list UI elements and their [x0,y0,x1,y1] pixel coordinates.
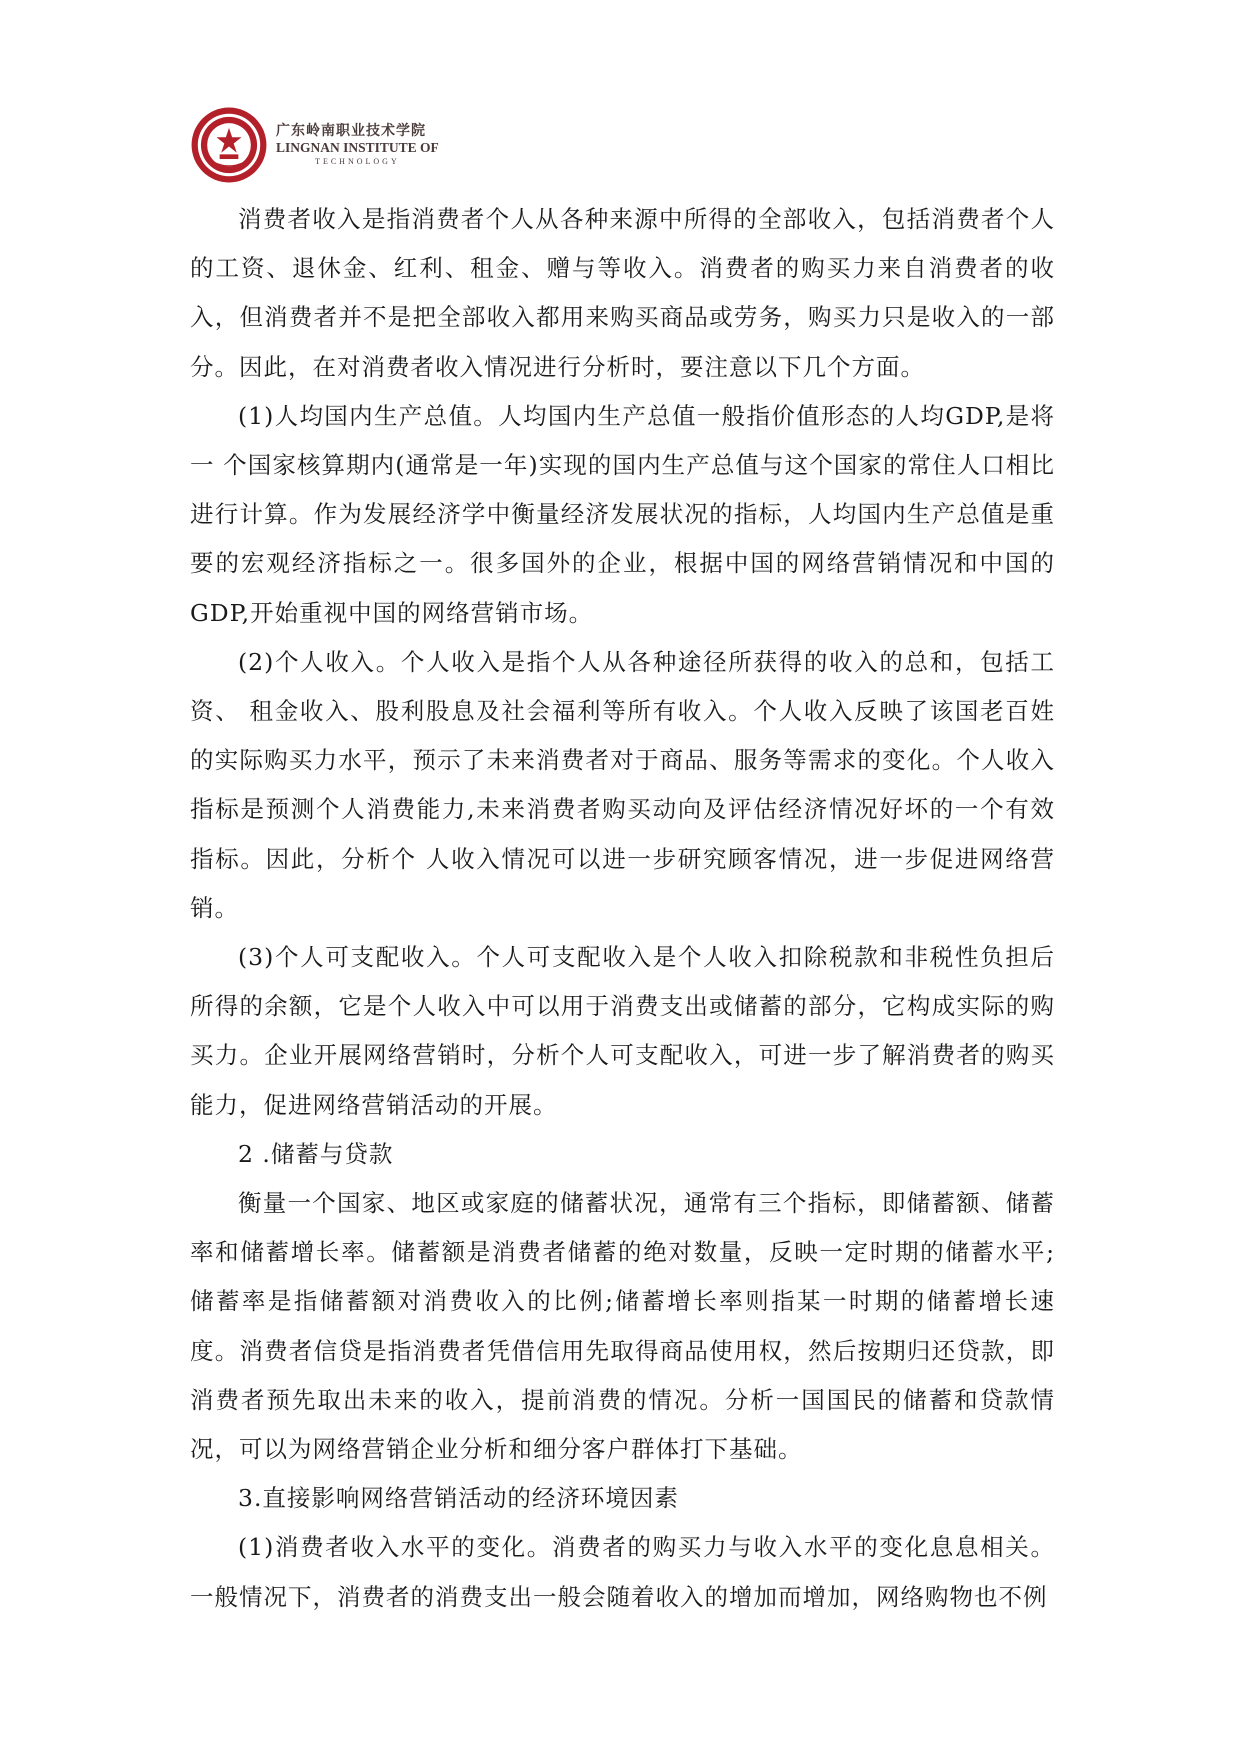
document-body [190,195,1055,1622]
heading-savings-loans: 2 .储蓄与贷款 [238,1139,394,1168]
school-name-en-line2: TECHNOLOGY [315,157,400,166]
paragraph-per-capita-gdp: (1)人均国内生产总值。人均国内生产总值一般指价值形态的人均GDP,是将一 个国家核算期内(通常是一年)实现的国内生产总值与这个国家的常住人口相比进行计算。作为发展经济学中衡量经济发展状况的指标，人均国内生产总值是重要的宏观经济指标之一。很多国外的企业，根据中国的网络营销情况和中国的GDP,开始重视中国的网络营销市场。 [190,401,1055,627]
paragraph-savings: 衡量一个国家、地区或家庭的储蓄状况，通常有三个指标，即储蓄额、储蓄率和储蓄增长率。储蓄额是消费者储蓄的绝对数量，反映一定时期的储蓄水平;储蓄率是指储蓄额对消费收入的比例;储蓄增长率则指某一时期的储蓄增长速度。消费者信贷是指消费者凭借信用先取得商品使用权，然后按期归还贷款，即消费者预先取出未来的收入，提前消费的情况。分析一国国民的储蓄和贷款情况，可以为网络营销企业分析和细分客户群体打下基础。 [190,1189,1055,1464]
paragraph-disposable-income: (3)个人可支配收入。个人可支配收入是个人收入扣除税款和非税性负担后所得的余额，它是个人收入中可以用于消费支出或储蓄的部分，它构成实际的购买力。企业开展网络营销时，分析个人可支配收入，可进一步了解消费者的购买能力，促进网络营销活动的开展。 [190,943,1055,1119]
school-name-block [276,122,439,168]
school-name-cn: 广东岭南职业技术学院 [276,123,426,139]
paragraph-consumer-income: 消费者收入是指消费者个人从各种来源中所得的全部收入，包括消费者个人的工资、退休金、红利、租金、赠与等收入。消费者的购买力来自消费者的收入，但消费者并不是把全部收入都用来购买商品或劳务，购买力只是收入的一部分。因此，在对消费者收入情况进行分析时，要注意以下几个方面。 [190,205,1055,381]
paragraph-income-change: (1)消费者收入水平的变化。消费者的购买力与收入水平的变化息息相关。一般情况下，消费者的消费支出一般会随着收入的增加而增加，网络购物也不例 [190,1533,1055,1611]
school-seal-logo [190,106,268,184]
paragraph-personal-income: (2)个人收入。个人收入是指个人从各种途径所获得的收入的总和，包括工资、 租金收入、股利股息及社会福利等所有收入。个人收入反映了该国老百姓的实际购买力水平，预示了未来消费者对于商品、服务等需求的变化。个人收入指标是预测个人消费能力,未来消费者购买动向及评估经济情况好坏的一个有效指标。因此，分析个 人收入情况可以进一步研究顾客情况，进一步促进网络营销。 [190,647,1055,922]
page-header [190,100,439,190]
school-name-en-line1: LINGNAN INSTITUTE OF [276,140,439,155]
heading-economic-factors: 3.直接影响网络营销活动的经济环境因素 [238,1484,679,1513]
